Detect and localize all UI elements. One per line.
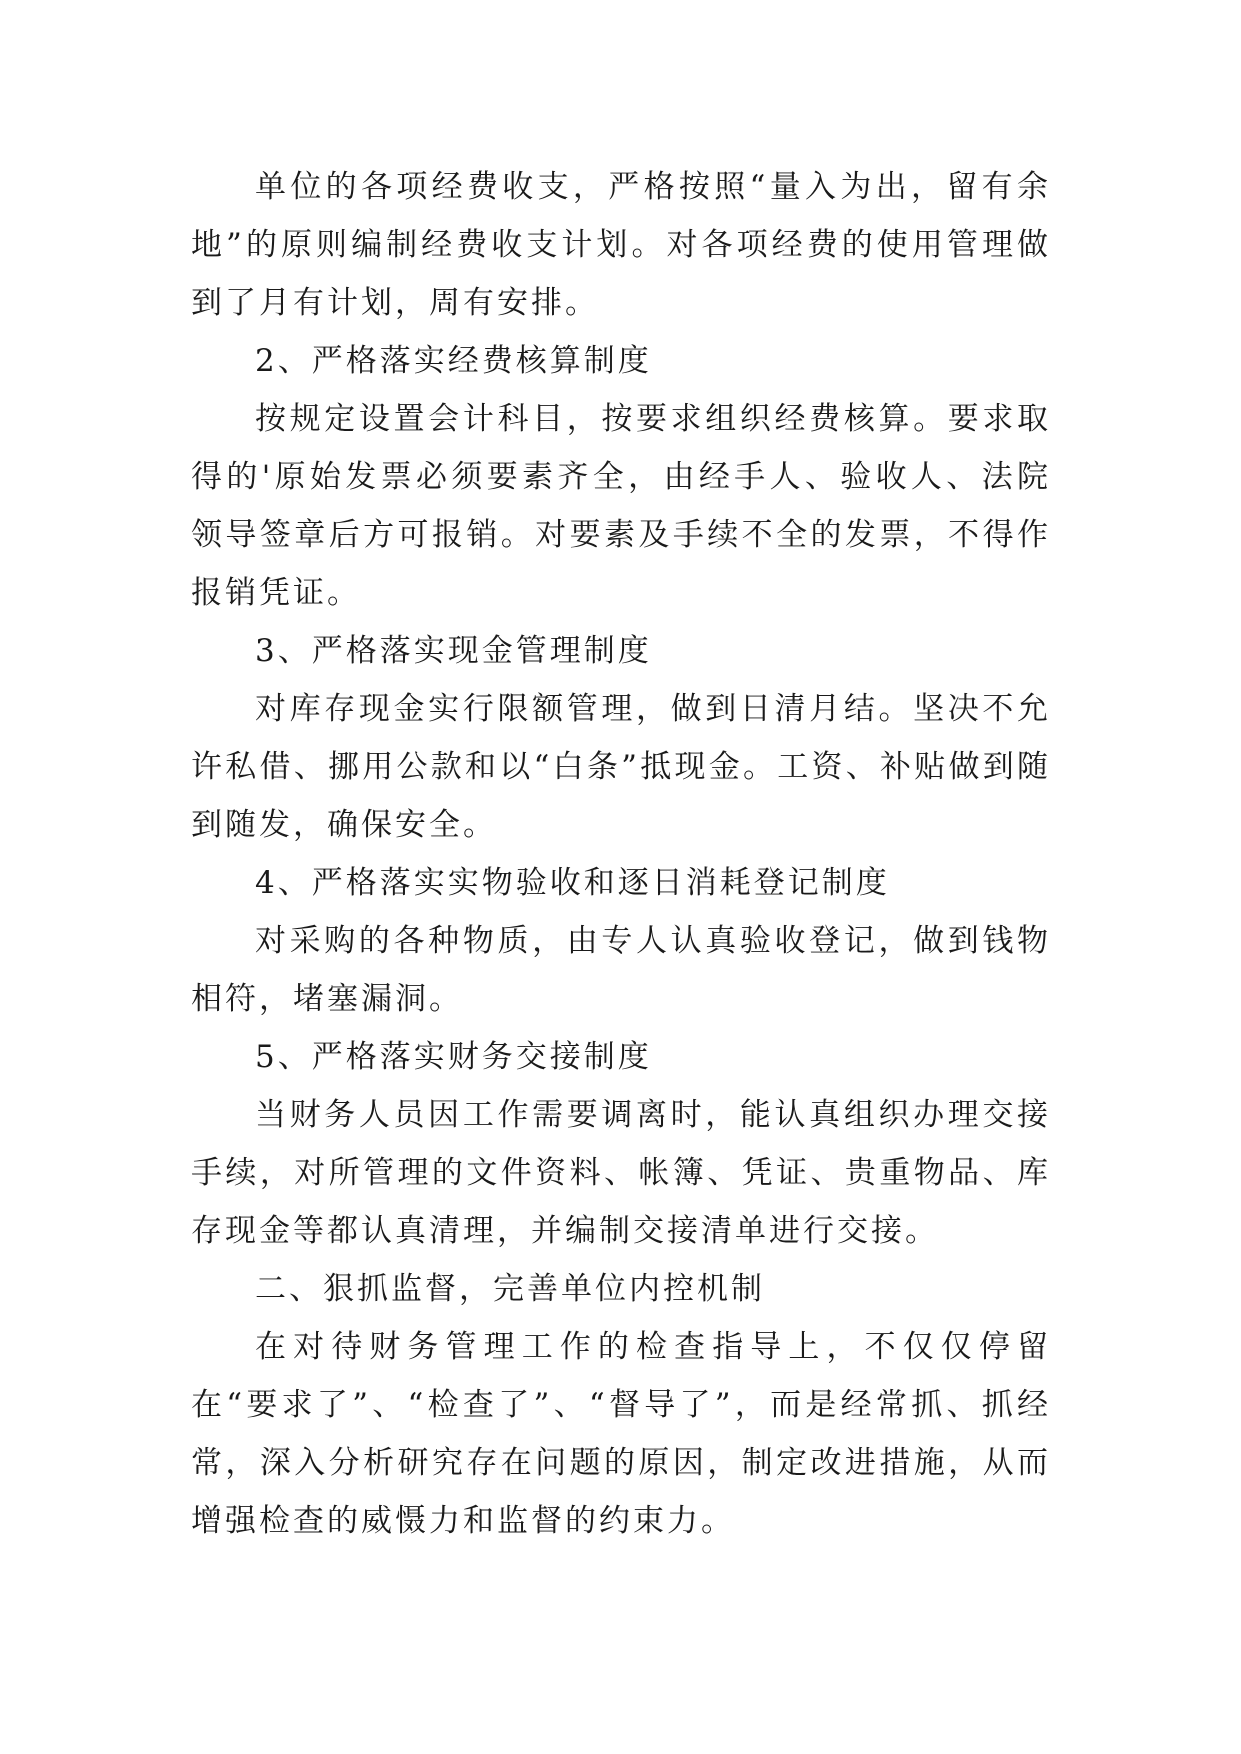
heading-supervision: 二、狠抓监督，完善单位内控机制: [255, 1271, 765, 1307]
paragraph-accounting: 按规定设置会计科目，按要求组织经费核算。要求取得的'原始发票必须要素齐全，由经手人、验收人、法院领导签章后方可报销。对要素及手续不全的发票，不得作报销凭证。: [191, 401, 1051, 611]
paragraph-supervision: 在对待财务管理工作的检查指导上，不仅仅停留在“要求了”、“检查了”、“督导了”，而是经常抓、抓经常，深入分析研究存在问题的原因，制定改进措施，从而增强检查的威慑力和监督的约束力。: [191, 1329, 1051, 1539]
paragraph-material: 对采购的各种物质，由专人认真验收登记，做到钱物相符，堵塞漏洞。: [191, 923, 1051, 1017]
heading-cash-management: 3、严格落实现金管理制度: [255, 633, 652, 669]
paragraph-budget-plan: 单位的各项经费收支，严格按照“量入为出，留有余地”的原则编制经费收支计划。对各项经费的使用管理做到了月有计划，周有安排。: [191, 169, 1051, 321]
heading-handover-system: 5、严格落实财务交接制度: [255, 1039, 652, 1075]
paragraph-cash: 对库存现金实行限额管理，做到日清月结。坚决不允许私借、挪用公款和以“白条”抵现金。工资、补贴做到随到随发，确保安全。: [191, 691, 1051, 843]
paragraph-handover: 当财务人员因工作需要调离时，能认真组织办理交接手续，对所管理的文件资料、帐簿、凭证、贵重物品、库存现金等都认真清理，并编制交接清单进行交接。: [191, 1097, 1051, 1249]
heading-accounting-system: 2、严格落实经费核算制度: [255, 343, 652, 379]
document-body: [191, 158, 1051, 1550]
heading-material-acceptance: 4、严格落实实物验收和逐日消耗登记制度: [255, 865, 890, 901]
